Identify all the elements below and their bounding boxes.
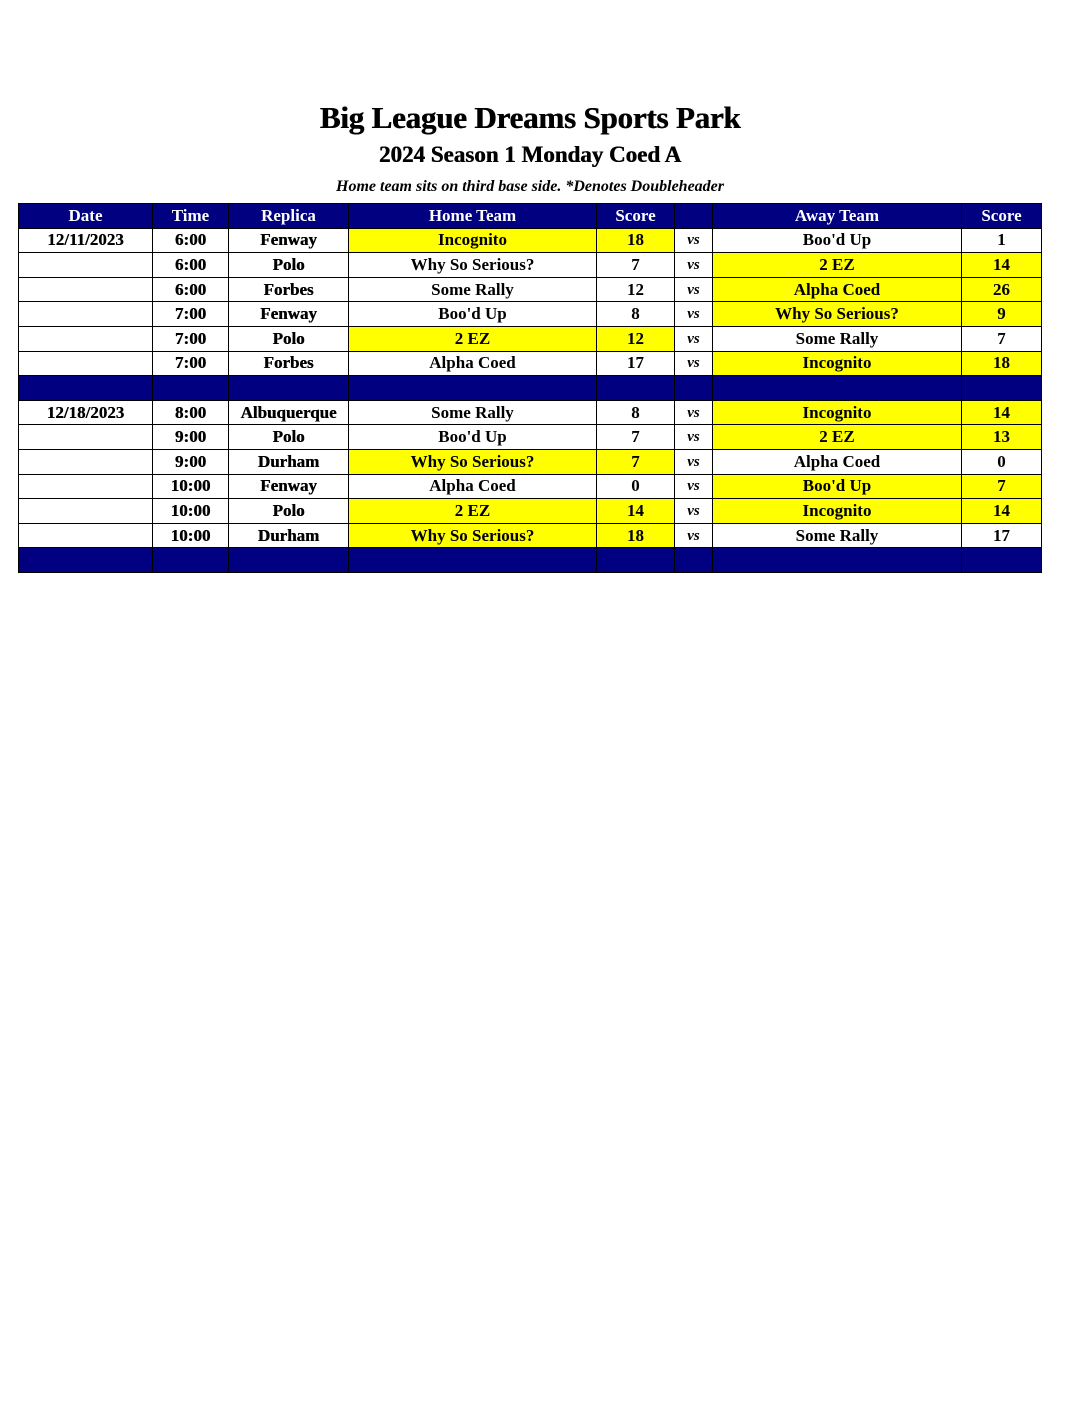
separator-cell xyxy=(713,548,962,573)
game-date xyxy=(19,449,153,474)
separator-cell xyxy=(675,548,713,573)
home-team: 2 EZ xyxy=(349,499,597,524)
field-name: Albuquerque xyxy=(229,400,349,425)
home-score: 12 xyxy=(597,277,675,302)
away-team: 2 EZ xyxy=(713,425,962,450)
away-score: 14 xyxy=(962,400,1042,425)
home-score: 8 xyxy=(597,400,675,425)
vs-label: vs xyxy=(675,523,713,548)
col-header-away-score: Score xyxy=(962,204,1042,229)
schedule-note: Home team sits on third base side. *Denotes Doubleheader xyxy=(336,178,724,195)
table-row xyxy=(19,253,1042,278)
table-row xyxy=(19,449,1042,474)
away-score: 7 xyxy=(962,474,1042,499)
away-team: Boo'd Up xyxy=(713,228,962,253)
game-date: 12/11/2023 xyxy=(19,228,153,253)
separator-cell xyxy=(597,376,675,401)
home-team: Why So Serious? xyxy=(349,253,597,278)
separator-cell xyxy=(349,548,597,573)
vs-label: vs xyxy=(675,425,713,450)
game-time: 9:00 xyxy=(153,449,229,474)
table-row xyxy=(19,425,1042,450)
vs-label: vs xyxy=(675,400,713,425)
game-date xyxy=(19,326,153,351)
away-score: 14 xyxy=(962,499,1042,524)
game-time: 6:00 xyxy=(153,277,229,302)
field-name: Polo xyxy=(229,425,349,450)
table-row xyxy=(19,400,1042,425)
field-name: Forbes xyxy=(229,351,349,376)
away-score: 18 xyxy=(962,351,1042,376)
col-header-away-team: Away Team xyxy=(713,204,962,229)
vs-label: vs xyxy=(675,499,713,524)
field-name: Durham xyxy=(229,449,349,474)
away-team: Incognito xyxy=(713,351,962,376)
away-team: Alpha Coed xyxy=(713,449,962,474)
field-name: Forbes xyxy=(229,277,349,302)
separator-cell xyxy=(962,376,1042,401)
game-date: 12/18/2023 xyxy=(19,400,153,425)
home-score: 18 xyxy=(597,228,675,253)
col-header-vs xyxy=(675,204,713,229)
game-date xyxy=(19,474,153,499)
away-score: 17 xyxy=(962,523,1042,548)
away-score: 7 xyxy=(962,326,1042,351)
away-score: 0 xyxy=(962,449,1042,474)
away-score: 9 xyxy=(962,302,1042,327)
table-row xyxy=(19,474,1042,499)
vs-label: vs xyxy=(675,474,713,499)
home-team: Incognito xyxy=(349,228,597,253)
table-row xyxy=(19,228,1042,253)
game-time: 6:00 xyxy=(153,253,229,278)
home-score: 12 xyxy=(597,326,675,351)
separator-row xyxy=(19,548,1042,573)
home-score: 7 xyxy=(597,425,675,450)
away-team: Incognito xyxy=(713,400,962,425)
col-header-home-team: Home Team xyxy=(349,204,597,229)
table-row xyxy=(19,499,1042,524)
game-date xyxy=(19,302,153,327)
home-team: Boo'd Up xyxy=(349,302,597,327)
game-date xyxy=(19,277,153,302)
col-header-home-score: Score xyxy=(597,204,675,229)
vs-label: vs xyxy=(675,277,713,302)
away-score: 14 xyxy=(962,253,1042,278)
separator-cell xyxy=(962,548,1042,573)
home-team: 2 EZ xyxy=(349,326,597,351)
away-team: Some Rally xyxy=(713,523,962,548)
table-row xyxy=(19,277,1042,302)
game-time: 9:00 xyxy=(153,425,229,450)
separator-cell xyxy=(153,548,229,573)
field-name: Polo xyxy=(229,253,349,278)
away-team: 2 EZ xyxy=(713,253,962,278)
home-team: Some Rally xyxy=(349,400,597,425)
separator-cell xyxy=(153,376,229,401)
vs-label: vs xyxy=(675,449,713,474)
col-header-replica: Replica xyxy=(229,204,349,229)
home-team: Alpha Coed xyxy=(349,351,597,376)
away-team: Why So Serious? xyxy=(713,302,962,327)
home-team: Boo'd Up xyxy=(349,425,597,450)
game-time: 10:00 xyxy=(153,523,229,548)
game-time: 7:00 xyxy=(153,302,229,327)
away-team: Incognito xyxy=(713,499,962,524)
page-subtitle: 2024 Season 1 Monday Coed A xyxy=(378,142,682,167)
home-score: 18 xyxy=(597,523,675,548)
home-team: Why So Serious? xyxy=(349,523,597,548)
home-team: Some Rally xyxy=(349,277,597,302)
separator-cell xyxy=(597,548,675,573)
away-team: Alpha Coed xyxy=(713,277,962,302)
field-name: Polo xyxy=(229,326,349,351)
home-team: Why So Serious? xyxy=(349,449,597,474)
col-header-date: Date xyxy=(19,204,153,229)
home-score: 8 xyxy=(597,302,675,327)
header-row xyxy=(19,204,1042,229)
field-name: Fenway xyxy=(229,228,349,253)
away-score: 26 xyxy=(962,277,1042,302)
game-date xyxy=(19,499,153,524)
vs-label: vs xyxy=(675,253,713,278)
game-time: 6:00 xyxy=(153,228,229,253)
home-team: Alpha Coed xyxy=(349,474,597,499)
away-score: 1 xyxy=(962,228,1042,253)
home-score: 14 xyxy=(597,499,675,524)
game-time: 8:00 xyxy=(153,400,229,425)
separator-cell xyxy=(229,376,349,401)
game-time: 10:00 xyxy=(153,499,229,524)
separator-row xyxy=(19,376,1042,401)
home-score: 17 xyxy=(597,351,675,376)
home-score: 7 xyxy=(597,449,675,474)
separator-cell xyxy=(675,376,713,401)
game-time: 7:00 xyxy=(153,326,229,351)
game-time: 7:00 xyxy=(153,351,229,376)
col-header-time: Time xyxy=(153,204,229,229)
home-score: 7 xyxy=(597,253,675,278)
schedule-body xyxy=(19,228,1042,572)
vs-label: vs xyxy=(675,351,713,376)
game-time: 10:00 xyxy=(153,474,229,499)
game-date xyxy=(19,253,153,278)
game-date xyxy=(19,523,153,548)
separator-cell xyxy=(229,548,349,573)
table-row xyxy=(19,326,1042,351)
separator-cell xyxy=(349,376,597,401)
table-row xyxy=(19,523,1042,548)
home-score: 0 xyxy=(597,474,675,499)
away-score: 13 xyxy=(962,425,1042,450)
field-name: Fenway xyxy=(229,474,349,499)
schedule-table xyxy=(18,203,1042,573)
away-team: Boo'd Up xyxy=(713,474,962,499)
page-title: Big League Dreams Sports Park xyxy=(319,100,741,135)
game-date xyxy=(19,425,153,450)
away-team: Some Rally xyxy=(713,326,962,351)
vs-label: vs xyxy=(675,302,713,327)
separator-cell xyxy=(19,548,153,573)
vs-label: vs xyxy=(675,228,713,253)
separator-cell xyxy=(19,376,153,401)
table-row xyxy=(19,302,1042,327)
vs-label: vs xyxy=(675,326,713,351)
field-name: Fenway xyxy=(229,302,349,327)
field-name: Polo xyxy=(229,499,349,524)
table-row xyxy=(19,351,1042,376)
separator-cell xyxy=(713,376,962,401)
field-name: Durham xyxy=(229,523,349,548)
game-date xyxy=(19,351,153,376)
